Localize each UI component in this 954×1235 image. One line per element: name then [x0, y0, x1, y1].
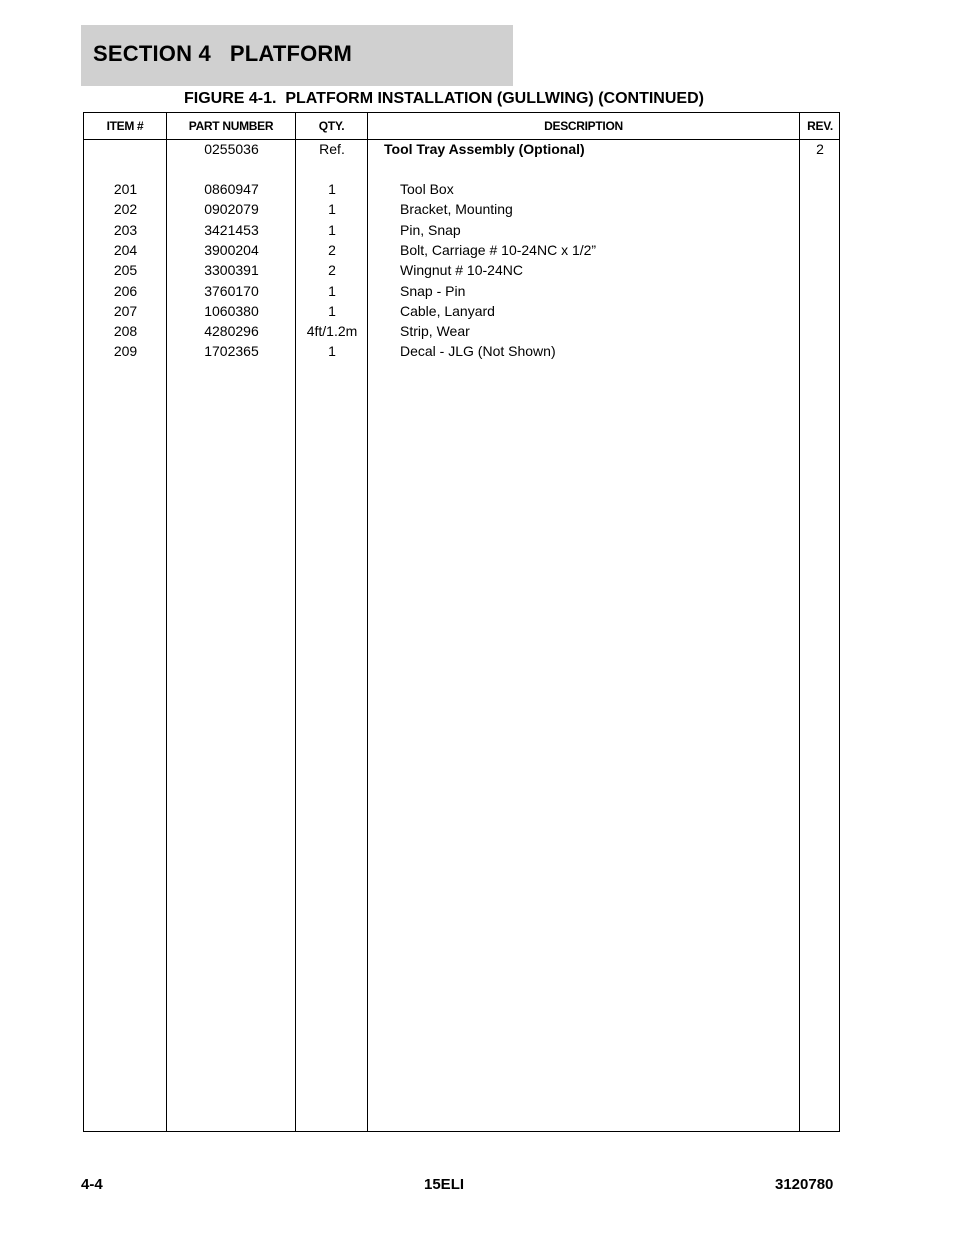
footer-doc-number: 3120780	[775, 1176, 834, 1193]
table-row	[84, 220, 839, 240]
table-row	[84, 301, 839, 321]
revision	[800, 220, 840, 240]
item-number: 207	[113, 303, 138, 319]
item-number: 205	[113, 262, 138, 278]
section-title: SECTION 4 PLATFORM	[93, 41, 353, 66]
description: Decal - JLG (Not Shown)	[400, 343, 556, 359]
revision	[800, 240, 840, 260]
parts-table	[83, 112, 840, 1132]
revision	[800, 341, 840, 361]
description: Strip, Wear	[400, 323, 470, 339]
part-number: 3421453	[204, 222, 259, 238]
revision	[800, 199, 840, 219]
item-number: 203	[113, 222, 138, 238]
item-number: 204	[113, 242, 138, 258]
header-item: ITEM #	[106, 119, 144, 133]
part-number: 0860947	[204, 181, 259, 197]
table-row	[84, 321, 839, 341]
footer-page-number: 4-4	[81, 1176, 103, 1193]
description: Bracket, Mounting	[400, 201, 513, 217]
table-row	[84, 341, 839, 361]
table-row	[84, 281, 839, 301]
quantity: 1	[328, 283, 336, 299]
item-number: 209	[113, 343, 138, 359]
part-number: 3760170	[204, 283, 259, 299]
header-part-number: PART NUMBER	[188, 119, 274, 133]
item-number	[84, 139, 167, 159]
figure-title: FIGURE 4-1. PLATFORM INSTALLATION (GULLWING) (CONTINUED)	[184, 90, 704, 107]
table-row	[84, 139, 839, 159]
footer-model: 15ELI	[424, 1176, 465, 1193]
table-row	[84, 179, 839, 199]
part-number: 4280296	[204, 323, 259, 339]
part-number: 1702365	[204, 343, 259, 359]
quantity: 1	[328, 201, 336, 217]
item-number: 208	[113, 323, 138, 339]
table-row	[84, 240, 839, 260]
part-number: 3900204	[204, 242, 259, 258]
part-number: 3300391	[204, 262, 259, 278]
part-number: 1060380	[204, 303, 259, 319]
item-number: 201	[113, 181, 138, 197]
quantity: 1	[328, 181, 336, 197]
description: Pin, Snap	[400, 222, 461, 238]
description: Cable, Lanyard	[400, 303, 495, 319]
revision: 2	[816, 141, 824, 157]
quantity: 2	[328, 262, 336, 278]
part-number: 0255036	[204, 141, 259, 157]
description: Tool Tray Assembly (Optional)	[384, 141, 585, 157]
description: Wingnut # 10-24NC	[400, 262, 523, 278]
header-qty: QTY.	[318, 119, 345, 133]
description: Tool Box	[400, 181, 454, 197]
quantity: Ref.	[319, 141, 345, 157]
quantity: 1	[328, 343, 336, 359]
revision	[800, 301, 840, 321]
description: Snap - Pin	[400, 283, 466, 299]
description: Bolt, Carriage # 10-24NC x 1/2”	[400, 242, 597, 258]
revision	[800, 179, 840, 199]
quantity: 4ft/1.2m	[306, 323, 358, 339]
quantity: 2	[328, 242, 336, 258]
revision	[800, 281, 840, 301]
part-number: 0902079	[204, 201, 259, 217]
quantity: 1	[328, 303, 336, 319]
header-rev: REV.	[807, 119, 833, 133]
revision	[800, 260, 840, 280]
table-row	[84, 260, 839, 280]
item-number: 206	[113, 283, 138, 299]
table-row	[84, 199, 839, 219]
header-description: DESCRIPTION	[544, 119, 623, 133]
item-number: 202	[113, 201, 138, 217]
revision	[800, 321, 840, 341]
quantity: 1	[328, 222, 336, 238]
